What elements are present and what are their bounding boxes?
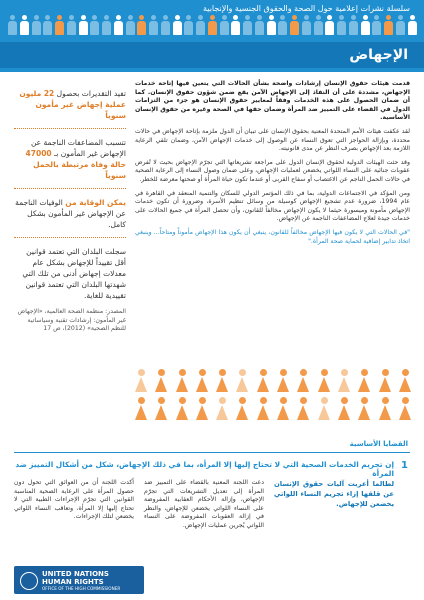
woman-figure-icon [134,397,148,421]
woman-figure-icon [357,397,371,421]
intro-paragraph: قدمت هيئات حقوق الإنسان إرشادات واضحة بشأن الحالات التي يتعين فيها إتاحة خدمات الإجهاض، مشددة على أن النفاذ إلى الإجهاض الآمن يقع ضمن شؤون حقوق الإنسان. كما أن ضمان الحصول على هذه الخدمات وفقاً لمعايير حقوق الإنسان هو جزء من التزامات الدول في القضاء على التمييز ضد المرأة وضمان حقها في الصحة وغيره من حقوق الإنسان الأساسية. [135,80,410,122]
person-icon [20,15,29,35]
logo-line: OFFICE OF THE HIGH COMMISSIONER [42,586,121,591]
person-icon [372,15,381,35]
person-icon [302,15,311,35]
woman-figure-icon [215,369,229,393]
person-icon [290,15,299,35]
woman-figure-icon [175,397,189,421]
series-title: سلسلة نشرات إعلامية حول الصحة والحقوق الجنسية والإنجابية [202,4,410,13]
quote: "في الحالات التي لا يكون فيها الإجهاض مخالفاً للقانون، ينبغي أن يكون هذا الإجهاض مأموناً ومتاحاً... وينبغي اتخاذ تدابير إضافية لحماية صحة المرأة." [135,228,410,245]
issue-body [14,479,394,531]
person-icon [267,15,276,35]
main-content [135,80,410,251]
person-icon [67,15,76,35]
person-icon [126,15,135,35]
issue-title: إن تجريم الخدمات الصحية التي لا تحتاج إليها إلا المرأة، بما في ذلك الإجهاض، شكل من أشكال التمييز ضد المرأة [15,460,394,478]
person-icon [184,15,193,35]
person-icon [220,15,229,35]
logo-line: HUMAN RIGHTS [42,578,104,586]
person-icon [102,15,111,35]
woman-figure-icon [256,369,270,393]
person-icon [396,15,405,35]
people-illustration [8,15,416,37]
person-icon [361,15,370,35]
figure-row [134,369,412,397]
divider [14,128,126,129]
issue-column: دعت اللجنة المعنية بالقضاء على التمييز ضد المرأة إلى تعديل التشريعات التي تجرّم الإجهاض، وإزالة الأحكام العقابية المفروضة على النساء اللواتي يخضعن للإجهاض، والنظر في إزالة العقوبات المفروضة على النساء اللواتي يُجرين عمليات الإجهاض. [144,479,264,529]
fact-preventable: يمكن الوقاية من الوفيات الناجمة عن الإجهاض غير المأمون بشكل كامل. [15,198,126,229]
woman-figure-icon [175,369,189,393]
woman-figure-icon [195,397,209,421]
person-icon [90,15,99,35]
paragraph: ومن المؤكد في الاجتماعات الدولية، بما في ذلك المؤتمر الدولي للسكان والتنمية المنعقد في القاهرة في عام 1994، ضرورة عدم تشجيع الإجهاض كوسيلة من وسائل تنظيم الأسرة، وضرورة أن تكون خدمات الإجهاض مأمونة وميسورة حيثما لا يكون الإجهاض مخالفاً للقانون، وأن تحصل المرأة في جميع الحالات على خدمات جيدة لعلاج المضاعفات الناجمة عن الإجهاض. [135,189,411,223]
person-icon [325,15,334,35]
woman-figure-icon [276,369,290,393]
woman-figure-icon [378,369,392,393]
woman-figure-icon [215,397,229,421]
divider [14,188,126,189]
person-icon [243,15,252,35]
un-human-rights-logo [14,566,144,594]
paragraph: لقد عكفت هيئات الأمم المتحدة المعنية بحقوق الإنسان على تبيان أن الدول ملزمة بإتاحة الإجهاض في حالات محددة، وبإزالة الحواجز التي تعوق النساء عن الوصول إلى خدمات الإجهاض الآمن، وضمان تلقي الرعاية اللازمة بعد الإجهاض بصرف النظر عن مدى قانونيته. [135,127,410,153]
person-icon [32,15,41,35]
woman-figure-icon [134,369,148,393]
woman-figure-icon [276,397,290,421]
person-icon [43,15,52,35]
women-figures-illustration [134,369,412,427]
person-icon [408,15,417,35]
section-divider [14,452,410,453]
woman-figure-icon [235,397,249,421]
person-icon [208,15,217,35]
woman-figure-icon [337,397,351,421]
issue-column: أكدت اللجنة أن من العوائق التي تحول دون حصول المرأة على الرعاية الصحية المناسبة القوانين التي تجرّم الإجراءات الطبية التي لا تحتاج إليها إلا المرأة، وتعاقب النساء اللواتي يخضعن لتلك الإجراءات. [14,479,134,521]
woman-figure-icon [398,397,412,421]
page-title: الإجهاض [349,47,408,63]
issue-lead: لطالما أعربت آليات حقوق الإنسان عن قلقها إزاء تجريم النساء اللواتي يخضعن للإجهاض. [274,480,394,508]
woman-figure-icon [317,397,331,421]
woman-figure-icon [337,369,351,393]
woman-figure-icon [378,397,392,421]
fact-laws: سجلت البلدان التي تعتمد قوانين أقل تقييداً للإجهاض بشكل عام معدلات إجهاض أدنى من تلك التي شهدتها البلدان التي تعتمد قوانين تقييدية للغاية. [22,247,126,300]
person-icon [231,15,240,35]
person-icon [278,15,287,35]
person-icon [337,15,346,35]
woman-figure-icon [195,369,209,393]
sidebar-facts [14,88,126,334]
woman-figure-icon [357,369,371,393]
person-icon [55,15,64,35]
person-icon [255,15,264,35]
person-icon [349,15,358,35]
logo-line: UNITED NATIONS [42,570,109,578]
person-icon [149,15,158,35]
person-icon [196,15,205,35]
person-icon [114,15,123,35]
woman-figure-icon [398,369,412,393]
section-title: القضايا الأساسية [349,440,408,448]
person-icon [314,15,323,35]
fact-unsafe-abortions: تفيد التقديرات بحصول 22 مليون عملية إجهاض غير مأمون سنوياً [19,89,126,120]
person-icon [384,15,393,35]
woman-figure-icon [296,369,310,393]
woman-figure-icon [235,369,249,393]
divider [14,237,126,238]
woman-figure-icon [154,397,168,421]
issue-number: 1 [401,460,408,471]
woman-figure-icon [256,397,270,421]
person-icon [137,15,146,35]
person-icon [8,15,17,35]
fact-deaths: تتسبب المضاعفات الناجمة عن الإجهاض غير المأمون بـ 47000 حالة وفاة مرتبطة بالحمل سنوياً [25,138,126,180]
source-note: المصدر: منظمة الصحة العالمية، «الإجهاض غير المأمون: إرشادات تقنية وسياساتية للنظم الصحية» (2012)، ص 17 [17,308,126,332]
woman-figure-icon [296,397,310,421]
un-emblem-icon [20,572,38,590]
person-icon [173,15,182,35]
person-icon [161,15,170,35]
person-icon [79,15,88,35]
woman-figure-icon [154,369,168,393]
figure-row [134,397,412,425]
woman-figure-icon [317,369,331,393]
paragraph: وقد حثت الهيئات الدولية لحقوق الإنسان الدول على مراجعة تشريعاتها التي تجرّم الإجهاض بحيث لا تُفرض عقوبات جنائية على النساء اللواتي يخضعن لعمليات الإجهاض، وعلى ضمان وصول النساء إلى الرعاية الصحية في حالات الحمل الناجم عن الاغتصاب أو سفاح القربى أو عندما تكون حياة المرأة أو صحتها معرضة للخطر. [135,158,410,183]
